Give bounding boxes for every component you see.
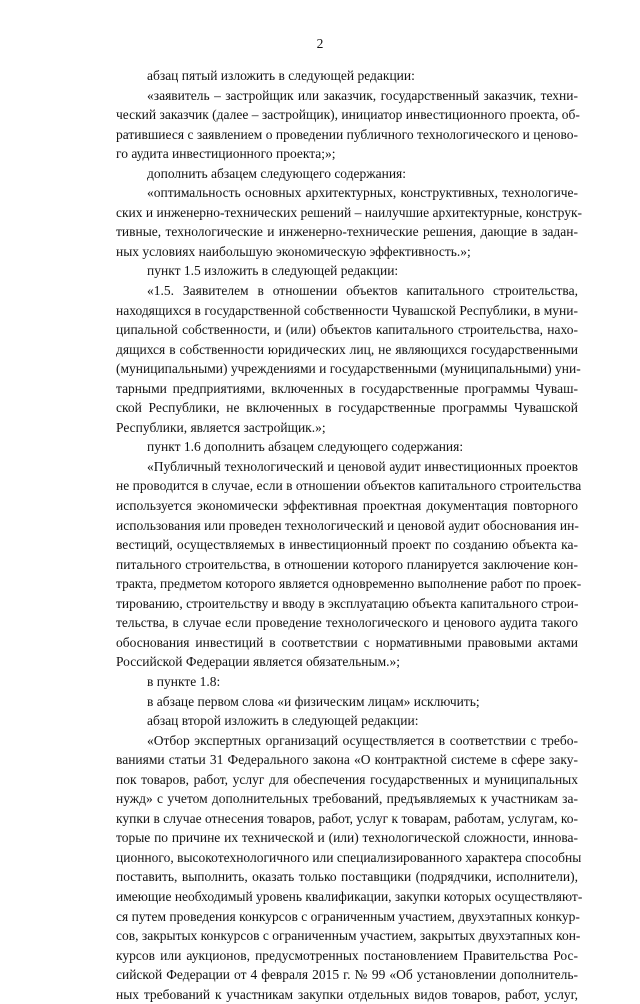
text-line: ных требований к участникам закупки отдельных видов товаров, работ, услуг, [116,986,578,1002]
text-line: питального строительства, в отношении которого планируется заключение кон- [116,556,578,572]
document-body [116,66,583,1004]
text-line: ваниями статьи 31 Федерального закона «О контрактной системе в сфере заку- [116,752,578,768]
text-line: курсов или аукционов, предусмотренных постановлением Правительства Рос- [116,947,578,963]
text-line: Российской Федерации является обязательным.»; [116,654,400,670]
text-line: использования или проведен технологический и ценовой аудит обоснования ин- [116,517,579,533]
text-line: имеющие необходимый уровень квалификации, закупки которых осуществляют- [116,888,583,904]
text-line: купки в случае отнесения товаров, работ, услуг к товарам, работам, услугам, ко- [116,810,578,826]
text-line: абзац пятый изложить в следующей редакции: [147,68,415,83]
text-line: ратившиеся с заявлением о проведении публичного технологического и ценово- [116,126,578,142]
text-line: «оптимальность основных архитектурных, конструктивных, технологиче- [147,185,578,201]
text-line: используется экономически эффективная проектная документация повторного [116,498,578,514]
text-line: ских и инженерно-технических решений – наилучшие архитектурные, конструк- [116,204,582,220]
text-line: нужд» с учетом дополнительных требований, предъявляемых к участникам за- [116,791,578,807]
text-line: находящихся в государственной собственности Чувашской Республики, в муни- [116,302,578,318]
text-line: в абзаце первом слова «и физическим лицам» исключить; [147,693,480,709]
text-line: сов, закрытых конкурсов с ограниченным участием, закрытых двухэтапных кон- [116,928,581,944]
text-line: поставить, выполнить, оказать только поставщики (подрядчики, исполнители), [116,869,578,885]
text-line: вестиций, осуществляемых в инвестиционный проект по созданию объекта ка- [116,537,578,553]
text-line: пок товаров, работ, услуг для обеспечения государственных и муниципальных [116,771,578,787]
text-line: «1.5. Заявителем в отношении объектов капитального строительства, [147,283,578,299]
text-line: дящихся в собственности юридических лиц, не являющихся государственными [116,341,578,357]
text-line: тракта, предметом которого является одновременно выполнение работ по проек- [116,576,582,592]
text-line: пункт 1.6 дополнить абзацем следующего содержания: [147,439,464,455]
text-line: пункт 1.5 изложить в следующей редакции: [147,263,399,279]
text-line: Республики, является застройщик.»; [116,419,326,435]
text-line: ципальной собственности, и (или) объектов капитального строительства, нахо- [116,322,578,338]
text-line: ской Республики, не включенных в государственные программы Чувашской [116,400,578,416]
text-line: «заявитель – застройщик или заказчик, государственный заказчик, техни- [147,87,578,103]
text-line: ся путем проведения конкурсов с ограниченным участием, двухэтапных конкур- [116,908,580,924]
text-line: не проводится в случае, если в отношении объектов капитального строительства [116,478,582,494]
text-line: тированию, строительству и вводу в эксплуатацию объекта капитального строи- [116,595,579,611]
text-line: (муниципальными) учреждениями и государственными (муниципальными) уни- [116,361,581,377]
text-line: торые по причине их технической и (или) технологической сложности, иннова- [116,830,578,846]
text-line: «Отбор экспертных организаций осуществляется в соответствии с требо- [147,732,578,748]
text-line: ционного, высокотехнологичного или специализированного характера способны [116,849,582,865]
text-line: ных условиях наибольшую экономическую эффективность.»; [116,243,471,259]
text-line: обоснования инвестиций в соответствии с нормативными правовыми актами [116,634,578,650]
text-line: в пункте 1.8: [147,673,221,689]
text-line: дополнить абзацем следующего содержания: [147,165,407,181]
text-line: ческий заказчик (далее – застройщик), инициатор инвестиционного проекта, об- [116,107,580,123]
text-line: тельства, в случае если проведение технологического и ценового аудита такого [116,615,578,631]
text-line: тарными предприятиями, включенных в государственные программы Чуваш- [116,380,578,396]
text-line: «Публичный технологический и ценовой аудит инвестиционных проектов [147,458,578,474]
text-line: го аудита инвестиционного проекта;»; [116,146,336,162]
text-line: сийской Федерации от 4 февраля 2015 г. № 99 «Об установлении дополнитель- [116,967,578,983]
text-line: тивные, технологические и инженерно-технические решения, дающие в задан- [116,224,578,240]
page-number: 2 [316,36,324,51]
text-line: абзац второй изложить в следующей редакции: [147,713,419,729]
